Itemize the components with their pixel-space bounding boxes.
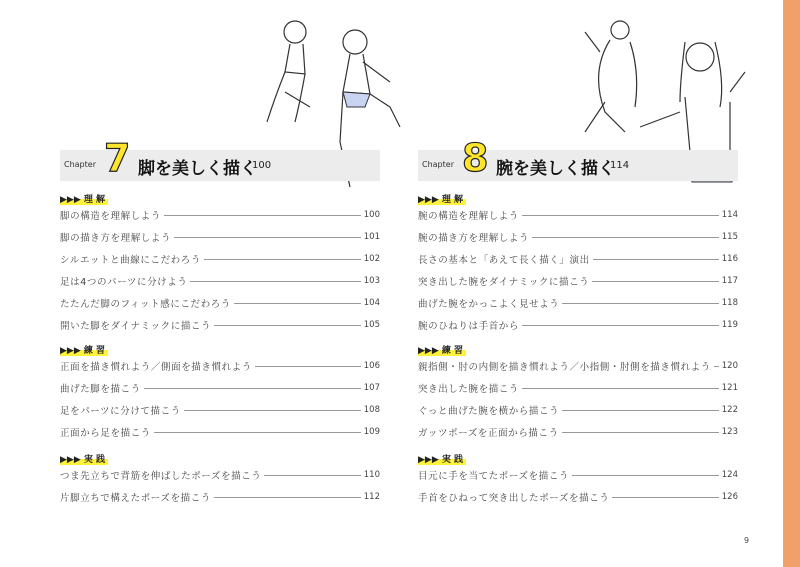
toc-entry-page: 122	[721, 405, 738, 415]
toc-entry-title: ぐっと曲げた腕を横から描こう	[418, 406, 560, 417]
toc-entry[interactable]	[60, 490, 380, 504]
leader-line	[190, 281, 360, 282]
toc-entry[interactable]	[418, 468, 738, 482]
leader-line	[592, 281, 718, 282]
section-label: ▶▶▶ 練 習	[60, 343, 108, 356]
toc-entry-page: 121	[721, 383, 738, 393]
toc-entry-page: 124	[721, 470, 738, 480]
toc-entry-page: 104	[363, 298, 380, 308]
toc-entry-page: 126	[721, 492, 738, 502]
toc-entry-page: 100	[363, 210, 380, 220]
toc-entry[interactable]	[418, 208, 738, 222]
toc-entry-page: 116	[721, 254, 738, 264]
toc-entry-page: 102	[363, 254, 380, 264]
leader-line	[572, 475, 719, 476]
toc-entry[interactable]	[418, 359, 738, 373]
page-number: 9	[744, 536, 750, 545]
toc-entry-title: 腕の構造を理解しよう	[418, 211, 520, 222]
leader-line	[562, 410, 719, 411]
toc-entry[interactable]	[60, 468, 380, 482]
toc-entry[interactable]	[60, 230, 380, 244]
leader-line	[234, 303, 361, 304]
toc-entry-title: 開いた脚をダイナミックに描こう	[60, 321, 212, 332]
leader-line	[154, 432, 361, 433]
leader-line	[255, 366, 361, 367]
toc-entry[interactable]	[418, 425, 738, 439]
section-label: ▶▶▶ 実 践	[418, 452, 466, 465]
leader-line	[144, 388, 361, 389]
toc-entry-page: 106	[363, 361, 380, 371]
toc-entry-title: 腕の描き方を理解しよう	[418, 233, 530, 244]
toc-entry[interactable]	[60, 208, 380, 222]
leader-line	[174, 237, 361, 238]
leader-line	[214, 325, 361, 326]
chapter-title: 脚を美しく描く	[138, 159, 257, 179]
leader-line	[214, 497, 361, 498]
toc-entry-page: 107	[363, 383, 380, 393]
section-label: ▶▶▶ 実 践	[60, 452, 108, 465]
chapter-page: 100	[252, 160, 272, 171]
toc-entry-page: 108	[363, 405, 380, 415]
toc-entry-page: 110	[363, 470, 380, 480]
toc-entry[interactable]	[418, 318, 738, 332]
toc-entry[interactable]	[60, 252, 380, 266]
toc-entry[interactable]	[418, 296, 738, 310]
toc-entry-title: 手首をひねって突き出したポーズを描こう	[418, 493, 610, 504]
section-label: ▶▶▶ 理 解	[418, 192, 466, 205]
leader-line	[612, 497, 718, 498]
toc-entry-title: 正面から足を描こう	[60, 428, 151, 439]
toc-entry-title: 正面を描き慣れよう／側面を描き慣れよう	[60, 362, 252, 373]
toc-entry-title: ガッツポーズを正面から描こう	[418, 428, 559, 439]
toc-entry[interactable]	[60, 403, 380, 417]
toc-entry-title: 片脚立ちで構えたポーズを描こう	[60, 493, 211, 504]
toc-entry-page: 114	[721, 210, 738, 220]
chapter-page: 114	[610, 160, 630, 171]
toc-entry[interactable]	[60, 318, 380, 332]
toc-entry-title: たたんだ脚のフィット感にこだわろう	[60, 299, 231, 310]
toc-entry-page: 120	[721, 361, 738, 371]
chapter-title: 腕を美しく描く	[496, 159, 615, 179]
leader-line	[532, 237, 719, 238]
toc-entry-title: 足をパーツに分けて描こう	[60, 406, 181, 417]
toc-entry-title: シルエットと曲線にこだわろう	[60, 255, 201, 266]
toc-entry-page: 101	[363, 232, 380, 242]
toc-entry-title: 長さの基本と「あえて長く描く」演出	[418, 255, 590, 266]
chapter-edge-tab	[783, 0, 800, 567]
toc-entry[interactable]	[418, 403, 738, 417]
toc-entry-page: 109	[363, 427, 380, 437]
toc-entry-title: 曲げた腕をかっこよく見せよう	[418, 299, 560, 310]
leader-line	[522, 388, 719, 389]
leader-line	[264, 475, 360, 476]
toc-entry-page: 119	[721, 320, 738, 330]
leader-line	[164, 215, 361, 216]
chapter-number: 8	[462, 136, 489, 180]
toc-entry-title: 目元に手を当てたポーズを描こう	[418, 471, 570, 482]
section-label: ▶▶▶ 練 習	[418, 343, 466, 356]
toc-entry-page: 105	[363, 320, 380, 330]
toc-entry[interactable]	[418, 274, 738, 288]
toc-entry-title: 脚の描き方を理解しよう	[60, 233, 172, 244]
toc-entry-title: 曲げた脚を描こう	[60, 384, 141, 395]
leader-line	[204, 259, 361, 260]
chapter-label: Chapter	[64, 160, 96, 169]
toc-entry-page: 115	[721, 232, 738, 242]
toc-entry-title: 親指側・肘の内側を描き慣れよう／小指側・肘側を描き慣れよう	[418, 362, 711, 373]
toc-entry[interactable]	[418, 252, 738, 266]
toc-entry-title: つま先立ちで背筋を伸ばしたポーズを描こう	[60, 471, 262, 482]
chapter-number: 7	[104, 136, 131, 180]
toc-entry[interactable]	[60, 359, 380, 373]
toc-entry-page: 112	[363, 492, 380, 502]
toc-entry[interactable]	[418, 381, 738, 395]
toc-entry-page: 117	[721, 276, 738, 286]
toc-entry-title: 突き出した腕をダイナミックに描こう	[418, 277, 590, 288]
toc-entry-page: 123	[721, 427, 738, 437]
toc-entry-title: 突き出した腕を描こう	[418, 384, 520, 395]
toc-entry-page: 103	[363, 276, 380, 286]
leader-line	[562, 303, 718, 304]
toc-entry-page: 118	[721, 298, 738, 308]
toc-entry[interactable]	[60, 296, 380, 310]
toc-entry-title: 腕のひねりは手首から	[418, 321, 520, 332]
leader-line	[562, 432, 719, 433]
toc-entry[interactable]	[418, 490, 738, 504]
toc-entry-title: 足は4つのパーツに分けよう	[60, 277, 188, 288]
leader-line	[522, 215, 719, 216]
toc-entry[interactable]	[418, 230, 738, 244]
toc-entry-title: 脚の構造を理解しよう	[60, 211, 162, 222]
toc-entry[interactable]	[60, 381, 380, 395]
toc-entry[interactable]	[60, 274, 380, 288]
toc-entry[interactable]	[60, 425, 380, 439]
leader-line	[522, 325, 719, 326]
section-label: ▶▶▶ 理 解	[60, 192, 108, 205]
leader-line	[184, 410, 361, 411]
leader-line	[714, 366, 719, 367]
leader-line	[593, 259, 719, 260]
chapter-label: Chapter	[422, 160, 454, 169]
